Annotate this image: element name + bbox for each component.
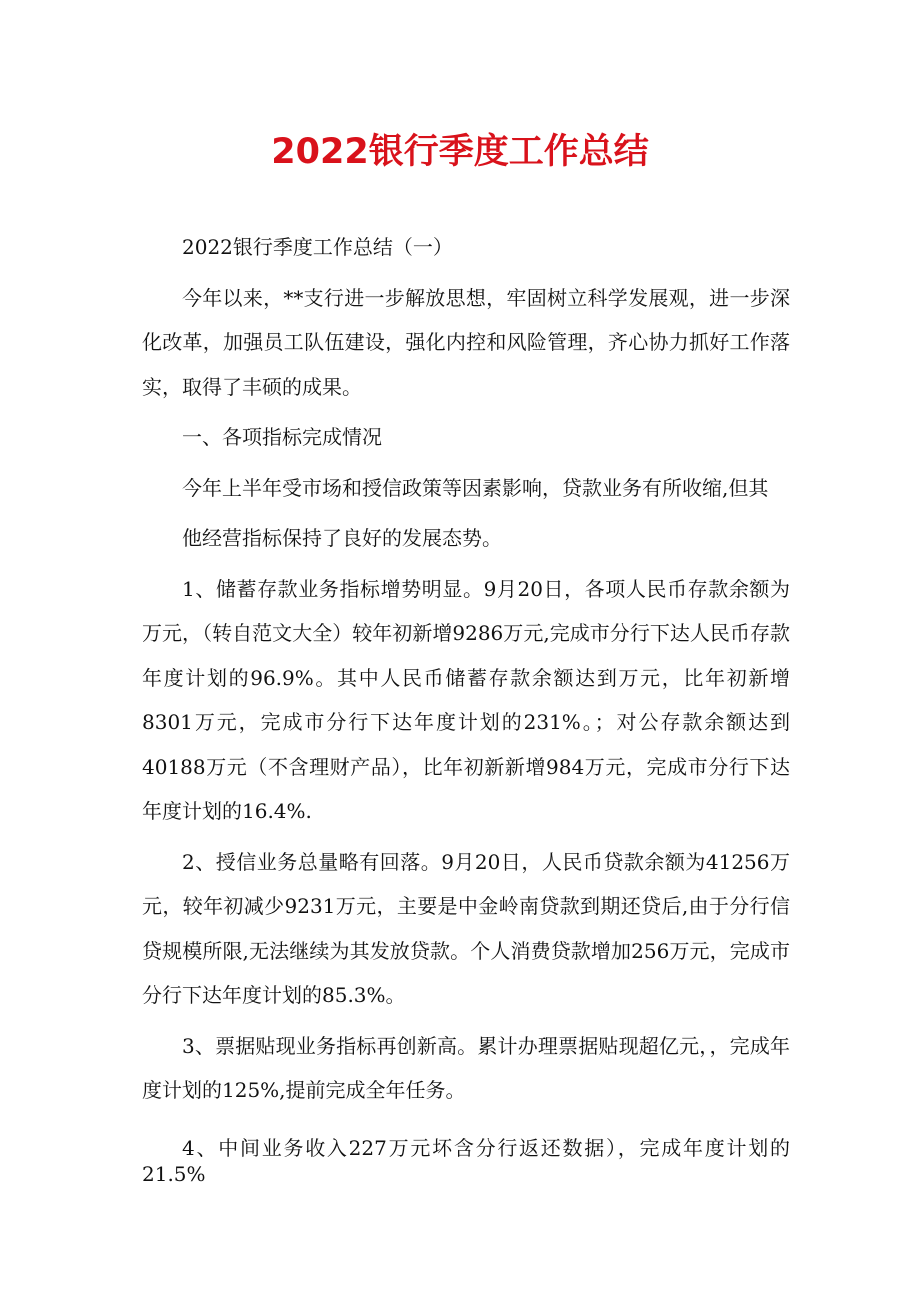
section-heading: 2022银行季度工作总结（一）	[182, 235, 453, 259]
paragraph-item-3: 3、票据贴现业务指标再创新高。累计办理票据贴现超亿元，，完成年度计划的125%,提前完成全年任务。	[142, 1033, 790, 1102]
section-heading-indicators: 一、各项指标完成情况	[182, 425, 382, 449]
paragraph-overview-line1: 今年上半年受市场和授信政策等因素影响，贷款业务有所收缩,但其	[182, 475, 769, 500]
intro-paragraph: 今年以来，**支行进一步解放思想，牢固树立科学发展观，进一步深化改革，加强员工队伍建设，强化内控和风险管理，齐心协力抓好工作落实，取得了丰硕的成果。	[142, 285, 790, 399]
paragraph-item-1: 1、储蓄存款业务指标增势明显。9月20日，各项人民币存款余额为万元，（转自范文大全）较年初新增9286万元,完成市分行下达人民币存款年度计划的96.9%。其中人民币储蓄存款余额达到万元，比年初新增8301万元，完成市分行下达年度计划的231%。；对公存款余额达到40188万元（不含理财产品），比年初新新增984万元，完成市分行下达年度计划的16.4%.	[142, 576, 790, 823]
paragraph-overview-line2: 他经营指标保持了良好的发展态势。	[182, 526, 502, 550]
document-body	[142, 225, 790, 1187]
paragraph-item-2: 2、授信业务总量略有回落。9月20日，人民币贷款余额为41256万元，较年初减少9231万元，主要是中金岭南贷款到期还贷后,由于分行信贷规模所限,无法继续为其发放贷款。个人消费贷款增加256万元，完成市分行下达年度计划的85.3%。	[142, 849, 790, 1007]
document-title: 2022银行季度工作总结	[271, 132, 649, 172]
paragraph-item-4: 4、中间业务收入227万元坏含分行返还数据），完成年度计划的21.5%	[142, 1135, 790, 1186]
